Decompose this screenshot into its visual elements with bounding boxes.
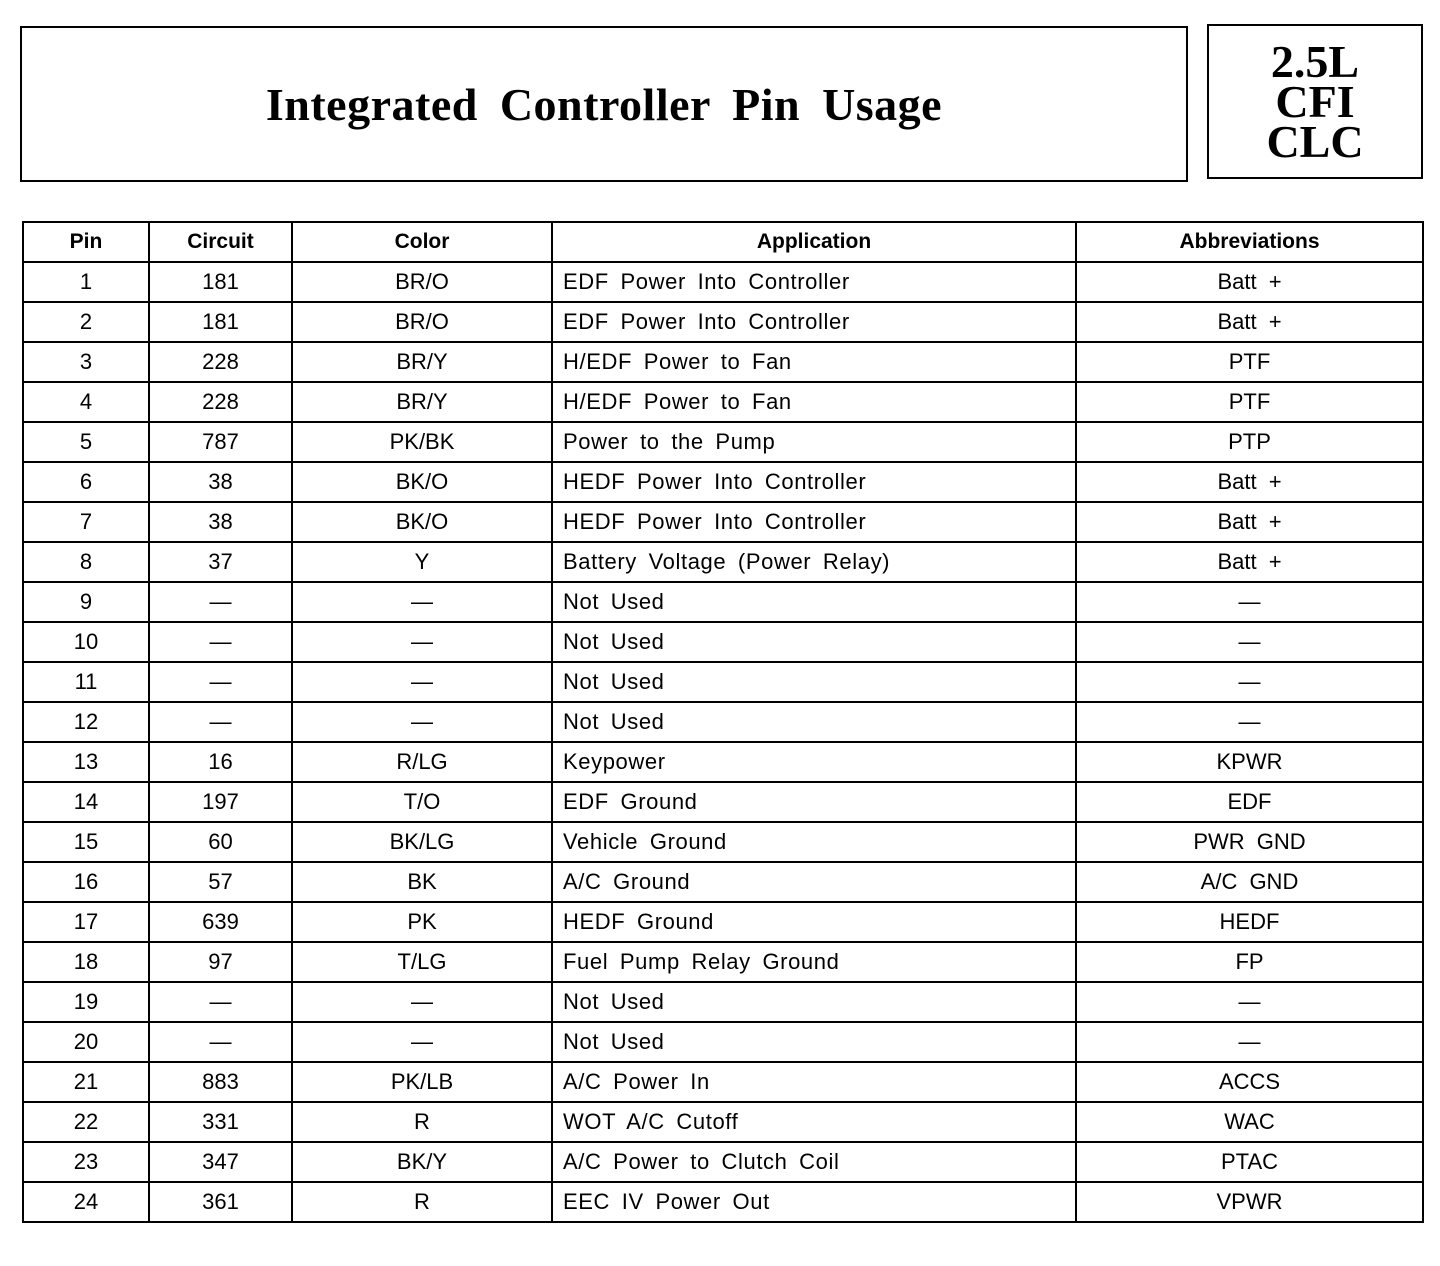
- color-cell: —: [292, 702, 552, 742]
- table-row: [23, 902, 1423, 942]
- table-row: [23, 1102, 1423, 1142]
- abbreviation-cell: —: [1076, 662, 1423, 702]
- application-cell: Not Used: [552, 662, 1076, 702]
- header-pin: Pin: [23, 222, 149, 262]
- circuit-cell: —: [149, 582, 292, 622]
- table-row: [23, 982, 1423, 1022]
- circuit-cell: 331: [149, 1102, 292, 1142]
- pin-usage-table: [22, 221, 1424, 1223]
- application-cell: EEC IV Power Out: [552, 1182, 1076, 1222]
- abbreviation-cell: EDF: [1076, 782, 1423, 822]
- color-cell: BK: [292, 862, 552, 902]
- pin-cell: 18: [23, 942, 149, 982]
- application-cell: Not Used: [552, 622, 1076, 662]
- table-row: [23, 1182, 1423, 1222]
- color-cell: BK/LG: [292, 822, 552, 862]
- circuit-cell: —: [149, 982, 292, 1022]
- abbreviation-cell: —: [1076, 582, 1423, 622]
- pin-cell: 8: [23, 542, 149, 582]
- pin-cell: 7: [23, 502, 149, 542]
- abbreviation-cell: Batt +: [1076, 302, 1423, 342]
- pin-cell: 4: [23, 382, 149, 422]
- application-cell: EDF Ground: [552, 782, 1076, 822]
- color-cell: R: [292, 1182, 552, 1222]
- application-cell: Battery Voltage (Power Relay): [552, 542, 1076, 582]
- pin-cell: 9: [23, 582, 149, 622]
- application-cell: Power to the Pump: [552, 422, 1076, 462]
- header-abbreviations: Abbreviations: [1076, 222, 1423, 262]
- circuit-cell: 37: [149, 542, 292, 582]
- circuit-cell: 16: [149, 742, 292, 782]
- abbreviation-cell: ACCS: [1076, 1062, 1423, 1102]
- table-row: [23, 382, 1423, 422]
- color-cell: —: [292, 622, 552, 662]
- application-cell: HEDF Power Into Controller: [552, 462, 1076, 502]
- table-row: [23, 262, 1423, 302]
- table-row: [23, 782, 1423, 822]
- application-cell: A/C Power to Clutch Coil: [552, 1142, 1076, 1182]
- table-row: [23, 622, 1423, 662]
- color-cell: BK/O: [292, 502, 552, 542]
- table-header-row: [23, 222, 1423, 262]
- abbreviation-cell: WAC: [1076, 1102, 1423, 1142]
- application-cell: H/EDF Power to Fan: [552, 342, 1076, 382]
- application-cell: A/C Power In: [552, 1062, 1076, 1102]
- abbreviation-cell: —: [1076, 982, 1423, 1022]
- application-cell: HEDF Ground: [552, 902, 1076, 942]
- pin-cell: 5: [23, 422, 149, 462]
- application-cell: A/C Ground: [552, 862, 1076, 902]
- abbreviation-cell: —: [1076, 622, 1423, 662]
- abbreviation-cell: PTP: [1076, 422, 1423, 462]
- title-box: [20, 26, 1188, 182]
- circuit-cell: 883: [149, 1062, 292, 1102]
- pin-cell: 14: [23, 782, 149, 822]
- pin-cell: 1: [23, 262, 149, 302]
- table-row: [23, 702, 1423, 742]
- pin-cell: 24: [23, 1182, 149, 1222]
- table-row: [23, 342, 1423, 382]
- table-body: [23, 262, 1423, 1222]
- abbreviation-cell: —: [1076, 702, 1423, 742]
- pin-cell: 11: [23, 662, 149, 702]
- abbreviation-cell: PTAC: [1076, 1142, 1423, 1182]
- abbreviation-cell: HEDF: [1076, 902, 1423, 942]
- color-cell: —: [292, 982, 552, 1022]
- table-row: [23, 662, 1423, 702]
- header-application: Application: [552, 222, 1076, 262]
- header-circuit: Circuit: [149, 222, 292, 262]
- color-cell: PK/LB: [292, 1062, 552, 1102]
- page-title: Integrated Controller Pin Usage: [265, 78, 943, 130]
- circuit-cell: —: [149, 622, 292, 662]
- table-row: [23, 942, 1423, 982]
- pin-cell: 6: [23, 462, 149, 502]
- color-cell: BK/Y: [292, 1142, 552, 1182]
- circuit-cell: 787: [149, 422, 292, 462]
- circuit-cell: 181: [149, 302, 292, 342]
- circuit-cell: —: [149, 662, 292, 702]
- application-cell: Not Used: [552, 582, 1076, 622]
- circuit-cell: 361: [149, 1182, 292, 1222]
- abbreviation-cell: PTF: [1076, 382, 1423, 422]
- application-cell: Fuel Pump Relay Ground: [552, 942, 1076, 982]
- abbreviation-cell: VPWR: [1076, 1182, 1423, 1222]
- abbreviation-cell: —: [1076, 1022, 1423, 1062]
- color-cell: —: [292, 1022, 552, 1062]
- circuit-cell: 228: [149, 382, 292, 422]
- circuit-cell: 38: [149, 502, 292, 542]
- table-row: [23, 542, 1423, 582]
- abbreviation-cell: Batt +: [1076, 462, 1423, 502]
- pin-cell: 19: [23, 982, 149, 1022]
- color-cell: BR/O: [292, 302, 552, 342]
- circuit-cell: 197: [149, 782, 292, 822]
- application-cell: Vehicle Ground: [552, 822, 1076, 862]
- color-cell: T/O: [292, 782, 552, 822]
- color-cell: R: [292, 1102, 552, 1142]
- badge-system-code: CLC: [1266, 115, 1364, 167]
- application-cell: Keypower: [552, 742, 1076, 782]
- abbreviation-cell: Batt +: [1076, 542, 1423, 582]
- application-cell: H/EDF Power to Fan: [552, 382, 1076, 422]
- color-cell: —: [292, 662, 552, 702]
- abbreviation-cell: FP: [1076, 942, 1423, 982]
- pin-cell: 23: [23, 1142, 149, 1182]
- application-cell: Not Used: [552, 982, 1076, 1022]
- table-row: [23, 582, 1423, 622]
- abbreviation-cell: PTF: [1076, 342, 1423, 382]
- badge-injection-type: CFI: [1275, 75, 1355, 127]
- table-row: [23, 422, 1423, 462]
- color-cell: R/LG: [292, 742, 552, 782]
- abbreviation-cell: Batt +: [1076, 502, 1423, 542]
- table-row: [23, 502, 1423, 542]
- color-cell: BR/O: [292, 262, 552, 302]
- abbreviation-cell: PWR GND: [1076, 822, 1423, 862]
- color-cell: BR/Y: [292, 382, 552, 422]
- pin-cell: 13: [23, 742, 149, 782]
- application-cell: WOT A/C Cutoff: [552, 1102, 1076, 1142]
- color-cell: PK/BK: [292, 422, 552, 462]
- application-cell: Not Used: [552, 1022, 1076, 1062]
- color-cell: PK: [292, 902, 552, 942]
- color-cell: T/LG: [292, 942, 552, 982]
- table-row: [23, 1142, 1423, 1182]
- color-cell: BK/O: [292, 462, 552, 502]
- application-cell: HEDF Power Into Controller: [552, 502, 1076, 542]
- table-row: [23, 742, 1423, 782]
- circuit-cell: —: [149, 702, 292, 742]
- engine-badge: [1207, 24, 1423, 179]
- color-cell: —: [292, 582, 552, 622]
- table-row: [23, 462, 1423, 502]
- table-row: [23, 302, 1423, 342]
- table-row: [23, 1062, 1423, 1102]
- circuit-cell: 181: [149, 262, 292, 302]
- abbreviation-cell: Batt +: [1076, 262, 1423, 302]
- table-row: [23, 822, 1423, 862]
- circuit-cell: 60: [149, 822, 292, 862]
- pin-cell: 10: [23, 622, 149, 662]
- application-cell: Not Used: [552, 702, 1076, 742]
- pin-cell: 21: [23, 1062, 149, 1102]
- application-cell: EDF Power Into Controller: [552, 262, 1076, 302]
- circuit-cell: 57: [149, 862, 292, 902]
- circuit-cell: 347: [149, 1142, 292, 1182]
- header-color: Color: [292, 222, 552, 262]
- table-row: [23, 1022, 1423, 1062]
- circuit-cell: 228: [149, 342, 292, 382]
- badge-engine-size: 2.5L: [1270, 35, 1360, 87]
- pin-cell: 17: [23, 902, 149, 942]
- pin-cell: 3: [23, 342, 149, 382]
- application-cell: EDF Power Into Controller: [552, 302, 1076, 342]
- pin-cell: 2: [23, 302, 149, 342]
- pin-cell: 20: [23, 1022, 149, 1062]
- abbreviation-cell: KPWR: [1076, 742, 1423, 782]
- pin-cell: 22: [23, 1102, 149, 1142]
- pin-cell: 16: [23, 862, 149, 902]
- color-cell: BR/Y: [292, 342, 552, 382]
- pin-cell: 15: [23, 822, 149, 862]
- circuit-cell: 97: [149, 942, 292, 982]
- circuit-cell: 38: [149, 462, 292, 502]
- color-cell: Y: [292, 542, 552, 582]
- table-row: [23, 862, 1423, 902]
- abbreviation-cell: A/C GND: [1076, 862, 1423, 902]
- circuit-cell: —: [149, 1022, 292, 1062]
- pin-cell: 12: [23, 702, 149, 742]
- circuit-cell: 639: [149, 902, 292, 942]
